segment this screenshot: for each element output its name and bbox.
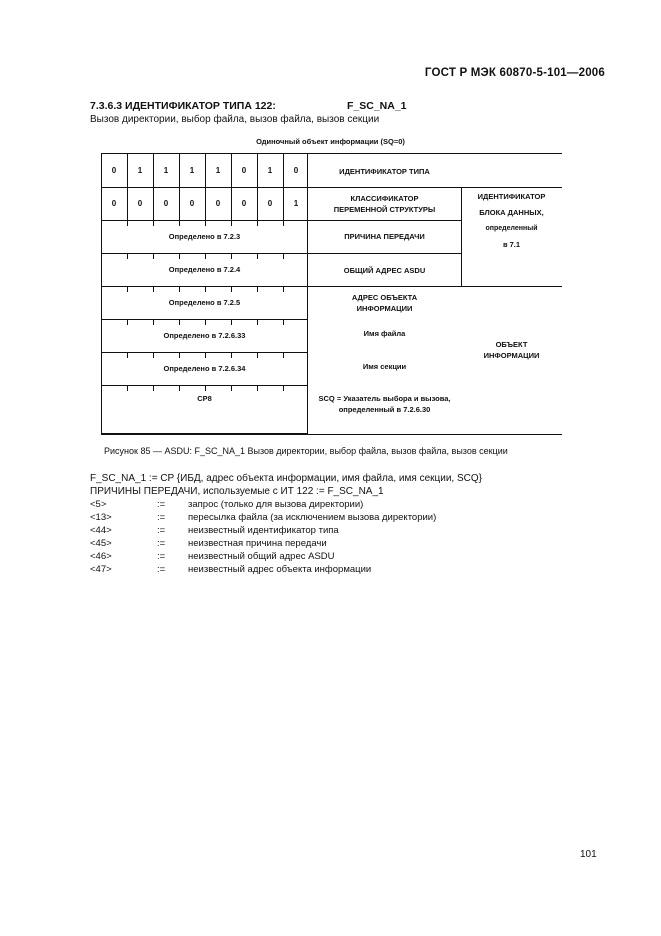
reasons-title: ПРИЧИНЫ ПЕРЕДАЧИ, используемые с ИТ 122 := F_SC_NA_1	[90, 486, 384, 497]
data-unit-id-label: ИДЕНТИФИКАТОР БЛОКА ДАННЫХ, определенный в 7.1	[477, 192, 546, 249]
figure-caption: Рисунок 85 — ASDU: F_SC_NA_1 Вызов директории, выбор файла, вызов файла, вызов секции	[104, 446, 508, 456]
bit: 0	[111, 199, 117, 208]
row-divider	[101, 220, 461, 221]
section-title: 7.3.6.3 ИДЕНТИФИКАТОР ТИПА 122:	[90, 100, 276, 112]
ioa-octet-ref: Определено в 7.2.5	[168, 298, 241, 307]
bit: 1	[163, 166, 169, 175]
bit: 0	[241, 199, 247, 208]
bit: 0	[189, 199, 195, 208]
section-code: F_SC_NA_1	[347, 100, 407, 112]
section-name-label: Имя секции	[362, 362, 407, 371]
file-name-label: Имя файла	[363, 329, 406, 338]
bit: 0	[267, 199, 273, 208]
bit: 1	[215, 166, 221, 175]
info-object-label: ОБЪЕКТ ИНФОРМАЦИИ	[483, 340, 540, 360]
vsq-label: КЛАССИФИКАТОР ПЕРЕМЕННОЙ СТРУКТУРЫ	[333, 194, 436, 214]
bit: 0	[111, 166, 117, 175]
bit: 0	[241, 166, 247, 175]
document-header: ГОСТ Р МЭК 60870-5-101—2006	[424, 67, 605, 79]
bit: 0	[137, 199, 143, 208]
file-name-octet-ref: Определено в 7.2.6.33	[163, 331, 246, 340]
cot-octet-ref: Определено в 7.2.3	[168, 232, 241, 241]
asdu-diagram	[101, 153, 562, 434]
bit: 0	[163, 199, 169, 208]
bit: 1	[189, 166, 195, 175]
diagram-bottom-line	[101, 434, 562, 435]
asdu-definition: F_SC_NA_1 := CP {ИБД, адрес объекта информации, имя файла, имя секции, SCQ}	[90, 473, 482, 484]
section-subtitle: Вызов директории, выбор файла, вызов файла, вызов секции	[90, 114, 380, 125]
scq-label: SCQ = Указатель выбора и вызова, определенный в 7.2.6.30	[318, 394, 451, 414]
bit: 0	[293, 166, 299, 175]
section-name-octet-ref: Определено в 7.2.6.34	[163, 364, 246, 373]
row-divider	[101, 253, 461, 254]
ioa-label: АДРЕС ОБЪЕКТА ИНФОРМАЦИИ	[351, 293, 418, 313]
bit: 1	[267, 166, 273, 175]
common-address-label: ОБЩИЙ АДРЕС ASDU	[343, 266, 426, 275]
row-divider	[101, 286, 562, 287]
cot-label: ПРИЧИНА ПЕРЕДАЧИ	[344, 232, 425, 241]
scq-octet-ref: CP8	[197, 394, 212, 403]
row-divider	[101, 187, 562, 188]
bit: 0	[215, 199, 221, 208]
bit: 1	[137, 166, 143, 175]
diagram-caption: Одиночный объект информации (SQ=0)	[256, 137, 405, 146]
page-number: 101	[580, 849, 597, 860]
type-id-label: ИДЕНТИФИКАТОР ТИПА	[339, 167, 430, 176]
common-address-octet-ref: Определено в 7.2.4	[168, 265, 241, 274]
bit: 1	[293, 199, 299, 208]
